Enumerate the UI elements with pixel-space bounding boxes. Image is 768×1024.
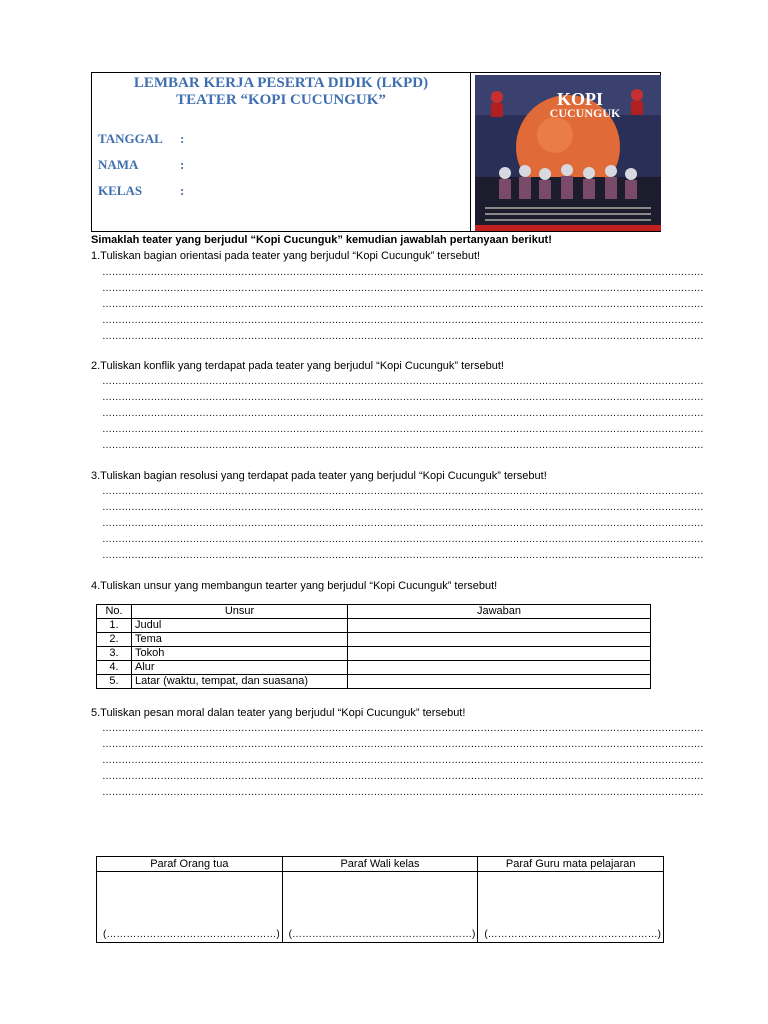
answer-line[interactable]: …………………………………………………………………………………………………………………………………………………………………… [102, 392, 704, 403]
header-info [92, 73, 471, 231]
answer-line[interactable]: …………………………………………………………………………………………………………………………………………………………………… [102, 771, 704, 782]
answer-line[interactable]: …………………………………………………………………………………………………………………………………………………………………… [102, 518, 704, 529]
question-2: 2.Tuliskan konflik yang terdapat pada teater yang berjudul “Kopi Cucunguk” tersebut! [91, 360, 504, 372]
table-row [97, 647, 651, 661]
table-row [97, 619, 651, 633]
row-jawaban-cell[interactable] [348, 647, 651, 661]
answer-line[interactable]: …………………………………………………………………………………………………………………………………………………………………… [102, 331, 704, 342]
paraf-orang-tua-header: Paraf Orang tua [97, 857, 283, 872]
question-3: 3.Tuliskan bagian resolusi yang terdapat pada teater yang berjudul “Kopi Cucunguk” tersebut! [91, 470, 547, 482]
answer-line[interactable]: …………………………………………………………………………………………………………………………………………………………………… [102, 440, 704, 451]
worksheet-title-line2: TEATER “KOPI CUCUNGUK” [176, 92, 386, 108]
row-unsur: Tema [132, 633, 348, 647]
table-row [97, 661, 651, 675]
header-box [91, 72, 661, 232]
signature-wali-kelas[interactable]: (………………………………………………) [282, 872, 478, 943]
row-unsur: Latar (waktu, tempat, dan suasana) [132, 675, 348, 689]
signature-row [97, 872, 664, 943]
table-row [97, 675, 651, 689]
row-number: 5. [97, 675, 132, 689]
answer-line[interactable]: …………………………………………………………………………………………………………………………………………………………………… [102, 267, 704, 278]
unsur-table [96, 604, 651, 689]
row-number: 2. [97, 633, 132, 647]
row-jawaban-cell[interactable] [348, 633, 651, 647]
answer-line[interactable]: …………………………………………………………………………………………………………………………………………………………………… [102, 408, 704, 419]
question-1: 1.Tuliskan bagian orientasi pada teater yang berjudul “Kopi Cucunguk” tersebut! [91, 250, 481, 262]
answer-line[interactable]: …………………………………………………………………………………………………………………………………………………………………… [102, 550, 704, 561]
col-no: No. [97, 605, 132, 619]
answer-line[interactable]: …………………………………………………………………………………………………………………………………………………………………… [102, 755, 704, 766]
answer-line[interactable]: …………………………………………………………………………………………………………………………………………………………………… [102, 723, 704, 734]
svg-text:CUCUNGUK: CUCUNGUK [549, 106, 621, 120]
poster-illustration [475, 75, 661, 231]
answer-line[interactable]: …………………………………………………………………………………………………………………………………………………………………… [102, 299, 704, 310]
field-kelas: KELAS : [98, 183, 185, 198]
instruction-text: Simaklah teater yang berjudul “Kopi Cucunguk” kemudian jawablah pertanyaan berikut! [91, 234, 552, 246]
row-number: 1. [97, 619, 132, 633]
poster-title-text: KOPI [556, 89, 604, 109]
poster-image [475, 75, 661, 231]
row-number: 4. [97, 661, 132, 675]
signature-guru[interactable]: (……………………………………………) [478, 872, 664, 943]
answer-line[interactable]: …………………………………………………………………………………………………………………………………………………………………… [102, 787, 704, 798]
row-number: 3. [97, 647, 132, 661]
answer-line[interactable]: …………………………………………………………………………………………………………………………………………………………………… [102, 502, 704, 513]
answer-line[interactable]: …………………………………………………………………………………………………………………………………………………………………… [102, 739, 704, 750]
answer-line[interactable]: …………………………………………………………………………………………………………………………………………………………………… [102, 486, 704, 497]
col-unsur: Unsur [132, 605, 348, 619]
row-unsur: Tokoh [132, 647, 348, 661]
signature-table [96, 856, 664, 943]
row-jawaban-cell[interactable] [348, 675, 651, 689]
answer-line[interactable]: …………………………………………………………………………………………………………………………………………………………………… [102, 283, 704, 294]
worksheet-title-line1: LEMBAR KERJA PESERTA DIDIK (LKPD) [133, 75, 429, 91]
table-header-row [97, 605, 651, 619]
row-jawaban-cell[interactable] [348, 661, 651, 675]
table-row [97, 633, 651, 647]
row-unsur: Judul [132, 619, 348, 633]
signature-orang-tua[interactable]: (……………………………………………) [97, 872, 283, 943]
answer-line[interactable]: …………………………………………………………………………………………………………………………………………………………………… [102, 376, 704, 387]
paraf-wali-kelas-header: Paraf Wali kelas [282, 857, 478, 872]
signature-header-row [97, 857, 664, 872]
row-jawaban-cell[interactable] [348, 619, 651, 633]
answer-line[interactable]: …………………………………………………………………………………………………………………………………………………………………… [102, 534, 704, 545]
row-unsur: Alur [132, 661, 348, 675]
paraf-guru-header: Paraf Guru mata pelajaran [478, 857, 664, 872]
question-5: 5.Tuliskan pesan moral dalan teater yang berjudul “Kopi Cucunguk” tersebut! [91, 707, 466, 719]
col-jawaban: Jawaban [348, 605, 651, 619]
question-4: 4.Tuliskan unsur yang membangun tearter yang berjudul “Kopi Cucunguk” tersebut! [91, 580, 498, 592]
field-nama: NAMA : [98, 157, 185, 172]
field-tanggal: TANGGAL : [98, 131, 185, 146]
answer-line[interactable]: …………………………………………………………………………………………………………………………………………………………………… [102, 424, 704, 435]
answer-line[interactable]: …………………………………………………………………………………………………………………………………………………………………… [102, 315, 704, 326]
